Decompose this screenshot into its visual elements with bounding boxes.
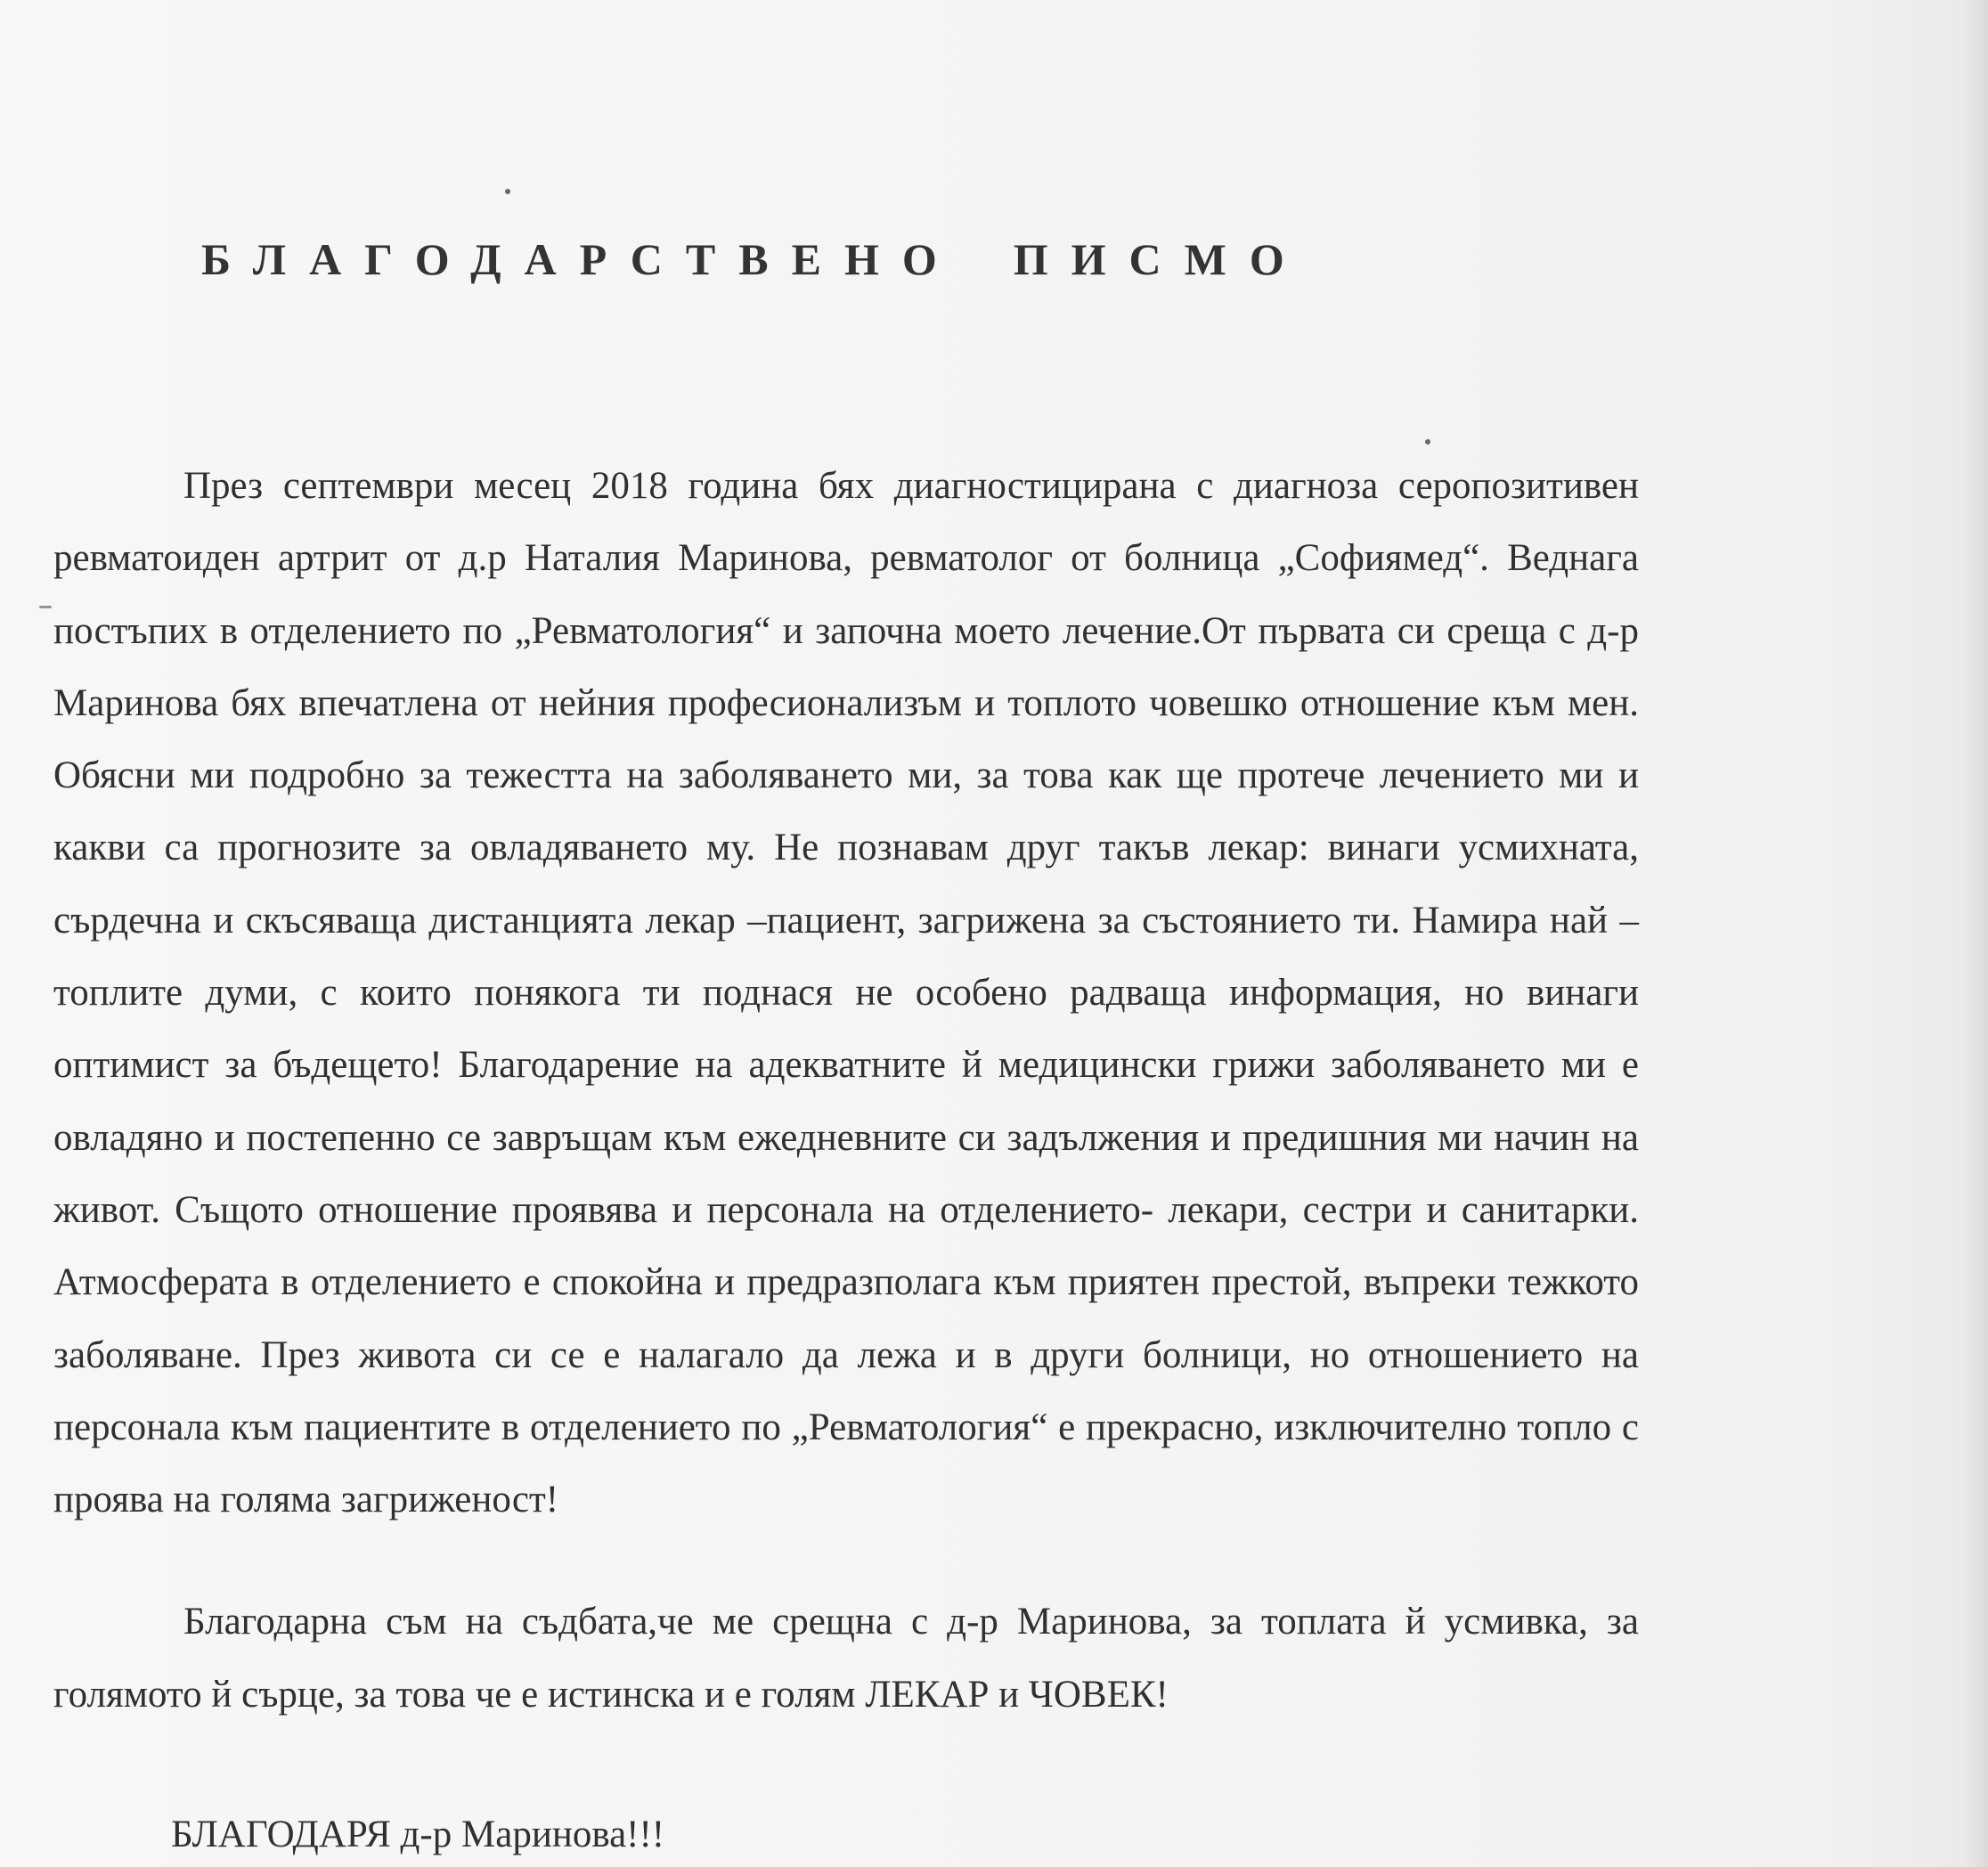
letter-paragraph-1: През септември месец 2018 година бях диагностицирана с диагноза серопозитивен ревматоиден артрит от д.р Наталия Маринова, ревматолог от болница „Софиямед“. Веднага постъпих в отделението по „Ревматология“ и започна моето лечение.От първата си среща с д-р Маринова бях впечатлена от нейния професионализъм и топлото човешко отношение към мен. Обясни ми подробно за тежестта на заболяването ми, за това как ще протече лечението ми и какви са прогнозите за овладяването му. Не познавам друг такъв лекар: винаги усмихната, сърдечна и скъсяваща дистанцията лекар –пациент, загрижена за състоянието ти. Намира най –топлите думи, с които понякога ти поднася не особено радваща информация, но винаги оптимист за бъдещето! Благодарение на адекватните й медицински грижи заболяването ми е овладяно и постепенно се завръщам към ежедневните си задължения и предишния ми начин на живот. Същото отношение проявява и персонала на отделението- лекари, сестри и санитарки. Атмосферата в отделението е спокойна и предразполага към приятен престой, въпреки тежкото заболяване. През живота си се е налагало да лежа и в други болници, но отношението на персонала към пациентите в отделението по „Ревматология“ е прекрасно, изключително топло с проява на голяма загриженост! [53,465,1639,1521]
scan-speck [1425,439,1430,444]
scan-speck [505,189,510,194]
title-word-2: ПИСМО [1013,234,1308,284]
letter-closing: БЛАГОДАРЯ д-р Маринова!!! [171,1814,665,1855]
letter-title [201,233,1308,285]
letter-paragraph-2: Благодарна съм на съдбата,че ме срещна с д-р Маринова, за топлата й усмивка, за голямото й сърце, за това че е истинска и е голям ЛЕКАР и ЧОВЕК! [53,1601,1639,1716]
page-edge-shadow [1963,0,1988,1867]
scan-speck [39,606,52,608]
letter-body [53,450,1639,1731]
title-word-1: БЛАГОДАРСТВЕНО [201,234,960,284]
